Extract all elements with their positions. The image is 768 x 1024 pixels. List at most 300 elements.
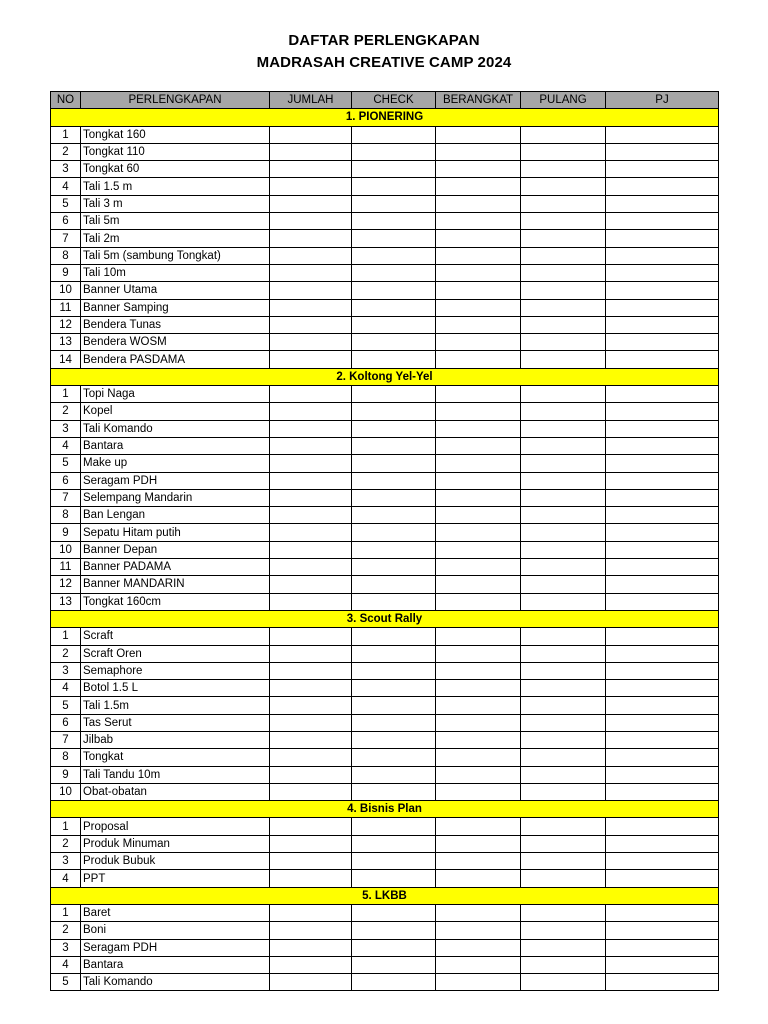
pulang-cell xyxy=(521,195,606,212)
section-title: 4. Bisnis Plan xyxy=(51,801,719,818)
jumlah-cell xyxy=(270,662,352,679)
pulang-cell xyxy=(521,559,606,576)
jumlah-cell xyxy=(270,697,352,714)
item-number: 13 xyxy=(51,593,81,610)
item-number: 9 xyxy=(51,766,81,783)
jumlah-cell xyxy=(270,904,352,921)
item-number: 12 xyxy=(51,316,81,333)
check-cell xyxy=(352,316,436,333)
check-cell xyxy=(352,178,436,195)
item-number: 1 xyxy=(51,126,81,143)
pj-cell xyxy=(606,351,719,368)
pulang-cell xyxy=(521,697,606,714)
jumlah-cell xyxy=(270,645,352,662)
jumlah-cell xyxy=(270,178,352,195)
pulang-cell xyxy=(521,472,606,489)
pulang-cell xyxy=(521,143,606,160)
item-name: Boni xyxy=(81,922,270,939)
section-row xyxy=(51,368,719,385)
jumlah-cell xyxy=(270,334,352,351)
berangkat-cell xyxy=(436,541,521,558)
pj-cell xyxy=(606,835,719,852)
section-title: 5. LKBB xyxy=(51,887,719,904)
item-number: 2 xyxy=(51,403,81,420)
pulang-cell xyxy=(521,230,606,247)
item-number: 10 xyxy=(51,282,81,299)
jumlah-cell xyxy=(270,264,352,281)
table-row xyxy=(51,853,719,870)
berangkat-cell xyxy=(436,956,521,973)
section-title: 1. PIONERING xyxy=(51,109,719,126)
pulang-cell xyxy=(521,956,606,973)
table-row xyxy=(51,126,719,143)
jumlah-cell xyxy=(270,195,352,212)
item-name: Tali 2m xyxy=(81,230,270,247)
berangkat-cell xyxy=(436,662,521,679)
pulang-cell xyxy=(521,749,606,766)
table-row xyxy=(51,507,719,524)
pj-cell xyxy=(606,593,719,610)
table-row xyxy=(51,524,719,541)
pulang-cell xyxy=(521,299,606,316)
jumlah-cell xyxy=(270,420,352,437)
table-row xyxy=(51,922,719,939)
jumlah-cell xyxy=(270,922,352,939)
item-number: 8 xyxy=(51,749,81,766)
table-row xyxy=(51,455,719,472)
pulang-cell xyxy=(521,334,606,351)
item-name: Baret xyxy=(81,904,270,921)
item-name: Tongkat 110 xyxy=(81,143,270,160)
pulang-cell xyxy=(521,766,606,783)
jumlah-cell xyxy=(270,853,352,870)
pj-cell xyxy=(606,143,719,160)
jumlah-cell xyxy=(270,559,352,576)
jumlah-cell xyxy=(270,455,352,472)
jumlah-cell xyxy=(270,386,352,403)
pj-cell xyxy=(606,853,719,870)
check-cell xyxy=(352,904,436,921)
section-row xyxy=(51,610,719,627)
table-row xyxy=(51,783,719,800)
check-cell xyxy=(352,956,436,973)
item-number: 4 xyxy=(51,956,81,973)
table-row xyxy=(51,904,719,921)
table-row xyxy=(51,974,719,991)
jumlah-cell xyxy=(270,507,352,524)
col-header-check: CHECK xyxy=(352,92,436,109)
pj-cell xyxy=(606,818,719,835)
item-name: Tali 3 m xyxy=(81,195,270,212)
pj-cell xyxy=(606,697,719,714)
item-name: Produk Bubuk xyxy=(81,853,270,870)
check-cell xyxy=(352,489,436,506)
item-number: 14 xyxy=(51,351,81,368)
pj-cell xyxy=(606,870,719,887)
item-number: 5 xyxy=(51,195,81,212)
pulang-cell xyxy=(521,904,606,921)
jumlah-cell xyxy=(270,974,352,991)
item-name: Tali Komando xyxy=(81,420,270,437)
item-name: Tali 5m xyxy=(81,213,270,230)
check-cell xyxy=(352,576,436,593)
jumlah-cell xyxy=(270,541,352,558)
pulang-cell xyxy=(521,420,606,437)
pj-cell xyxy=(606,316,719,333)
berangkat-cell xyxy=(436,437,521,454)
item-number: 6 xyxy=(51,213,81,230)
col-header-pj: PJ xyxy=(606,92,719,109)
jumlah-cell xyxy=(270,230,352,247)
item-name: Sepatu Hitam putih xyxy=(81,524,270,541)
berangkat-cell xyxy=(436,507,521,524)
berangkat-cell xyxy=(436,749,521,766)
check-cell xyxy=(352,680,436,697)
pulang-cell xyxy=(521,489,606,506)
berangkat-cell xyxy=(436,766,521,783)
pulang-cell xyxy=(521,662,606,679)
pj-cell xyxy=(606,126,719,143)
table-row xyxy=(51,472,719,489)
pj-cell xyxy=(606,455,719,472)
pj-cell xyxy=(606,213,719,230)
jumlah-cell xyxy=(270,403,352,420)
berangkat-cell xyxy=(436,386,521,403)
berangkat-cell xyxy=(436,178,521,195)
pulang-cell xyxy=(521,351,606,368)
berangkat-cell xyxy=(436,904,521,921)
check-cell xyxy=(352,541,436,558)
table-row xyxy=(51,178,719,195)
table-row xyxy=(51,247,719,264)
berangkat-cell xyxy=(436,420,521,437)
check-cell xyxy=(352,749,436,766)
item-name: Bendera PASDAMA xyxy=(81,351,270,368)
pulang-cell xyxy=(521,818,606,835)
jumlah-cell xyxy=(270,680,352,697)
berangkat-cell xyxy=(436,230,521,247)
item-number: 4 xyxy=(51,680,81,697)
item-name: Obat-obatan xyxy=(81,783,270,800)
pulang-cell xyxy=(521,161,606,178)
berangkat-cell xyxy=(436,697,521,714)
item-name: Bantara xyxy=(81,437,270,454)
jumlah-cell xyxy=(270,489,352,506)
item-number: 3 xyxy=(51,420,81,437)
item-name: Tali Komando xyxy=(81,974,270,991)
table-row xyxy=(51,386,719,403)
pj-cell xyxy=(606,264,719,281)
jumlah-cell xyxy=(270,524,352,541)
pj-cell xyxy=(606,230,719,247)
pj-cell xyxy=(606,334,719,351)
table-row xyxy=(51,697,719,714)
pj-cell xyxy=(606,420,719,437)
check-cell xyxy=(352,766,436,783)
pj-cell xyxy=(606,749,719,766)
berangkat-cell xyxy=(436,126,521,143)
table-row xyxy=(51,662,719,679)
item-name: Tongkat 160cm xyxy=(81,593,270,610)
check-cell xyxy=(352,922,436,939)
item-number: 2 xyxy=(51,922,81,939)
jumlah-cell xyxy=(270,472,352,489)
jumlah-cell xyxy=(270,576,352,593)
check-cell xyxy=(352,662,436,679)
table-row xyxy=(51,299,719,316)
table-row xyxy=(51,489,719,506)
item-name: Banner PADAMA xyxy=(81,559,270,576)
item-name: Kopel xyxy=(81,403,270,420)
table-row xyxy=(51,956,719,973)
item-number: 1 xyxy=(51,818,81,835)
item-name: Tali 1.5 m xyxy=(81,178,270,195)
pj-cell xyxy=(606,662,719,679)
table-row xyxy=(51,143,719,160)
check-cell xyxy=(352,230,436,247)
pulang-cell xyxy=(521,247,606,264)
col-header-no: NO xyxy=(51,92,81,109)
item-name: Make up xyxy=(81,455,270,472)
check-cell xyxy=(352,334,436,351)
document-subtitle: MADRASAH CREATIVE CAMP 2024 xyxy=(256,54,512,71)
item-name: Bantara xyxy=(81,956,270,973)
berangkat-cell xyxy=(436,818,521,835)
check-cell xyxy=(352,835,436,852)
check-cell xyxy=(352,974,436,991)
pulang-cell xyxy=(521,213,606,230)
item-number: 13 xyxy=(51,334,81,351)
jumlah-cell xyxy=(270,783,352,800)
item-number: 7 xyxy=(51,489,81,506)
section-title: 2. Koltong Yel-Yel xyxy=(51,368,719,385)
table-row xyxy=(51,593,719,610)
table-row xyxy=(51,628,719,645)
check-cell xyxy=(352,628,436,645)
table-row xyxy=(51,161,719,178)
berangkat-cell xyxy=(436,524,521,541)
jumlah-cell xyxy=(270,161,352,178)
item-name: Produk Minuman xyxy=(81,835,270,852)
item-number: 2 xyxy=(51,645,81,662)
check-cell xyxy=(352,455,436,472)
item-name: Scraft Oren xyxy=(81,645,270,662)
pj-cell xyxy=(606,645,719,662)
pulang-cell xyxy=(521,524,606,541)
pj-cell xyxy=(606,904,719,921)
pj-cell xyxy=(606,783,719,800)
pulang-cell xyxy=(521,403,606,420)
item-name: Tongkat 160 xyxy=(81,126,270,143)
pj-cell xyxy=(606,195,719,212)
check-cell xyxy=(352,645,436,662)
pj-cell xyxy=(606,974,719,991)
check-cell xyxy=(352,299,436,316)
item-number: 10 xyxy=(51,783,81,800)
item-number: 4 xyxy=(51,870,81,887)
table-row xyxy=(51,576,719,593)
item-name: Proposal xyxy=(81,818,270,835)
item-number: 11 xyxy=(51,559,81,576)
item-number: 2 xyxy=(51,143,81,160)
item-name: Bendera Tunas xyxy=(81,316,270,333)
check-cell xyxy=(352,559,436,576)
berangkat-cell xyxy=(436,403,521,420)
item-number: 5 xyxy=(51,974,81,991)
check-cell xyxy=(352,213,436,230)
pulang-cell xyxy=(521,922,606,939)
pj-cell xyxy=(606,507,719,524)
berangkat-cell xyxy=(436,680,521,697)
jumlah-cell xyxy=(270,766,352,783)
pj-cell xyxy=(606,559,719,576)
check-cell xyxy=(352,697,436,714)
pulang-cell xyxy=(521,593,606,610)
item-name: Jilbab xyxy=(81,731,270,748)
table-row xyxy=(51,195,719,212)
berangkat-cell xyxy=(436,213,521,230)
jumlah-cell xyxy=(270,818,352,835)
item-number: 3 xyxy=(51,161,81,178)
pulang-cell xyxy=(521,455,606,472)
jumlah-cell xyxy=(270,299,352,316)
table-row xyxy=(51,818,719,835)
pj-cell xyxy=(606,247,719,264)
jumlah-cell xyxy=(270,126,352,143)
berangkat-cell xyxy=(436,922,521,939)
pj-cell xyxy=(606,282,719,299)
jumlah-cell xyxy=(270,593,352,610)
jumlah-cell xyxy=(270,749,352,766)
item-name: Banner Utama xyxy=(81,282,270,299)
col-header-berangkat: BERANGKAT xyxy=(436,92,521,109)
pj-cell xyxy=(606,386,719,403)
check-cell xyxy=(352,143,436,160)
berangkat-cell xyxy=(436,143,521,160)
pulang-cell xyxy=(521,731,606,748)
berangkat-cell xyxy=(436,264,521,281)
jumlah-cell xyxy=(270,213,352,230)
jumlah-cell xyxy=(270,143,352,160)
item-name: Scraft xyxy=(81,628,270,645)
pulang-cell xyxy=(521,507,606,524)
jumlah-cell xyxy=(270,351,352,368)
item-name: Banner Depan xyxy=(81,541,270,558)
table-row xyxy=(51,714,719,731)
check-cell xyxy=(352,731,436,748)
pj-cell xyxy=(606,299,719,316)
table-row xyxy=(51,437,719,454)
pulang-cell xyxy=(521,576,606,593)
check-cell xyxy=(352,818,436,835)
check-cell xyxy=(352,420,436,437)
pulang-cell xyxy=(521,939,606,956)
pj-cell xyxy=(606,524,719,541)
berangkat-cell xyxy=(436,299,521,316)
item-number: 5 xyxy=(51,455,81,472)
berangkat-cell xyxy=(436,472,521,489)
jumlah-cell xyxy=(270,731,352,748)
berangkat-cell xyxy=(436,783,521,800)
item-number: 1 xyxy=(51,628,81,645)
table-row xyxy=(51,835,719,852)
berangkat-cell xyxy=(436,489,521,506)
item-name: Tongkat 60 xyxy=(81,161,270,178)
item-number: 10 xyxy=(51,541,81,558)
pj-cell xyxy=(606,437,719,454)
col-header-jumlah: JUMLAH xyxy=(270,92,352,109)
item-name: Bendera WOSM xyxy=(81,334,270,351)
item-number: 9 xyxy=(51,264,81,281)
item-number: 4 xyxy=(51,437,81,454)
check-cell xyxy=(352,351,436,368)
item-number: 12 xyxy=(51,576,81,593)
table-row xyxy=(51,334,719,351)
item-number: 11 xyxy=(51,299,81,316)
berangkat-cell xyxy=(436,628,521,645)
equipment-table xyxy=(50,91,719,991)
pulang-cell xyxy=(521,714,606,731)
table-row xyxy=(51,766,719,783)
section-row xyxy=(51,887,719,904)
table-row xyxy=(51,541,719,558)
pulang-cell xyxy=(521,386,606,403)
item-name: PPT xyxy=(81,870,270,887)
berangkat-cell xyxy=(436,161,521,178)
item-name: Banner MANDARIN xyxy=(81,576,270,593)
item-number: 8 xyxy=(51,247,81,264)
section-row xyxy=(51,109,719,126)
header-row xyxy=(51,92,719,109)
berangkat-cell xyxy=(436,576,521,593)
table-row xyxy=(51,264,719,281)
check-cell xyxy=(352,403,436,420)
berangkat-cell xyxy=(436,247,521,264)
table-row xyxy=(51,282,719,299)
pulang-cell xyxy=(521,541,606,558)
item-name: Semaphore xyxy=(81,662,270,679)
pulang-cell xyxy=(521,870,606,887)
pj-cell xyxy=(606,922,719,939)
table-row xyxy=(51,316,719,333)
pj-cell xyxy=(606,766,719,783)
item-number: 5 xyxy=(51,697,81,714)
jumlah-cell xyxy=(270,316,352,333)
table-row xyxy=(51,645,719,662)
item-name: Tali 5m (sambung Tongkat) xyxy=(81,247,270,264)
item-name: Tongkat xyxy=(81,749,270,766)
check-cell xyxy=(352,126,436,143)
item-number: 2 xyxy=(51,835,81,852)
jumlah-cell xyxy=(270,628,352,645)
table-row xyxy=(51,731,719,748)
check-cell xyxy=(352,939,436,956)
check-cell xyxy=(352,195,436,212)
table-row xyxy=(51,213,719,230)
item-number: 7 xyxy=(51,731,81,748)
berangkat-cell xyxy=(436,645,521,662)
pulang-cell xyxy=(521,316,606,333)
pj-cell xyxy=(606,731,719,748)
pulang-cell xyxy=(521,282,606,299)
item-name: Tali 10m xyxy=(81,264,270,281)
jumlah-cell xyxy=(270,956,352,973)
check-cell xyxy=(352,282,436,299)
pj-cell xyxy=(606,576,719,593)
pulang-cell xyxy=(521,264,606,281)
col-header-pulang: PULANG xyxy=(521,92,606,109)
berangkat-cell xyxy=(436,455,521,472)
